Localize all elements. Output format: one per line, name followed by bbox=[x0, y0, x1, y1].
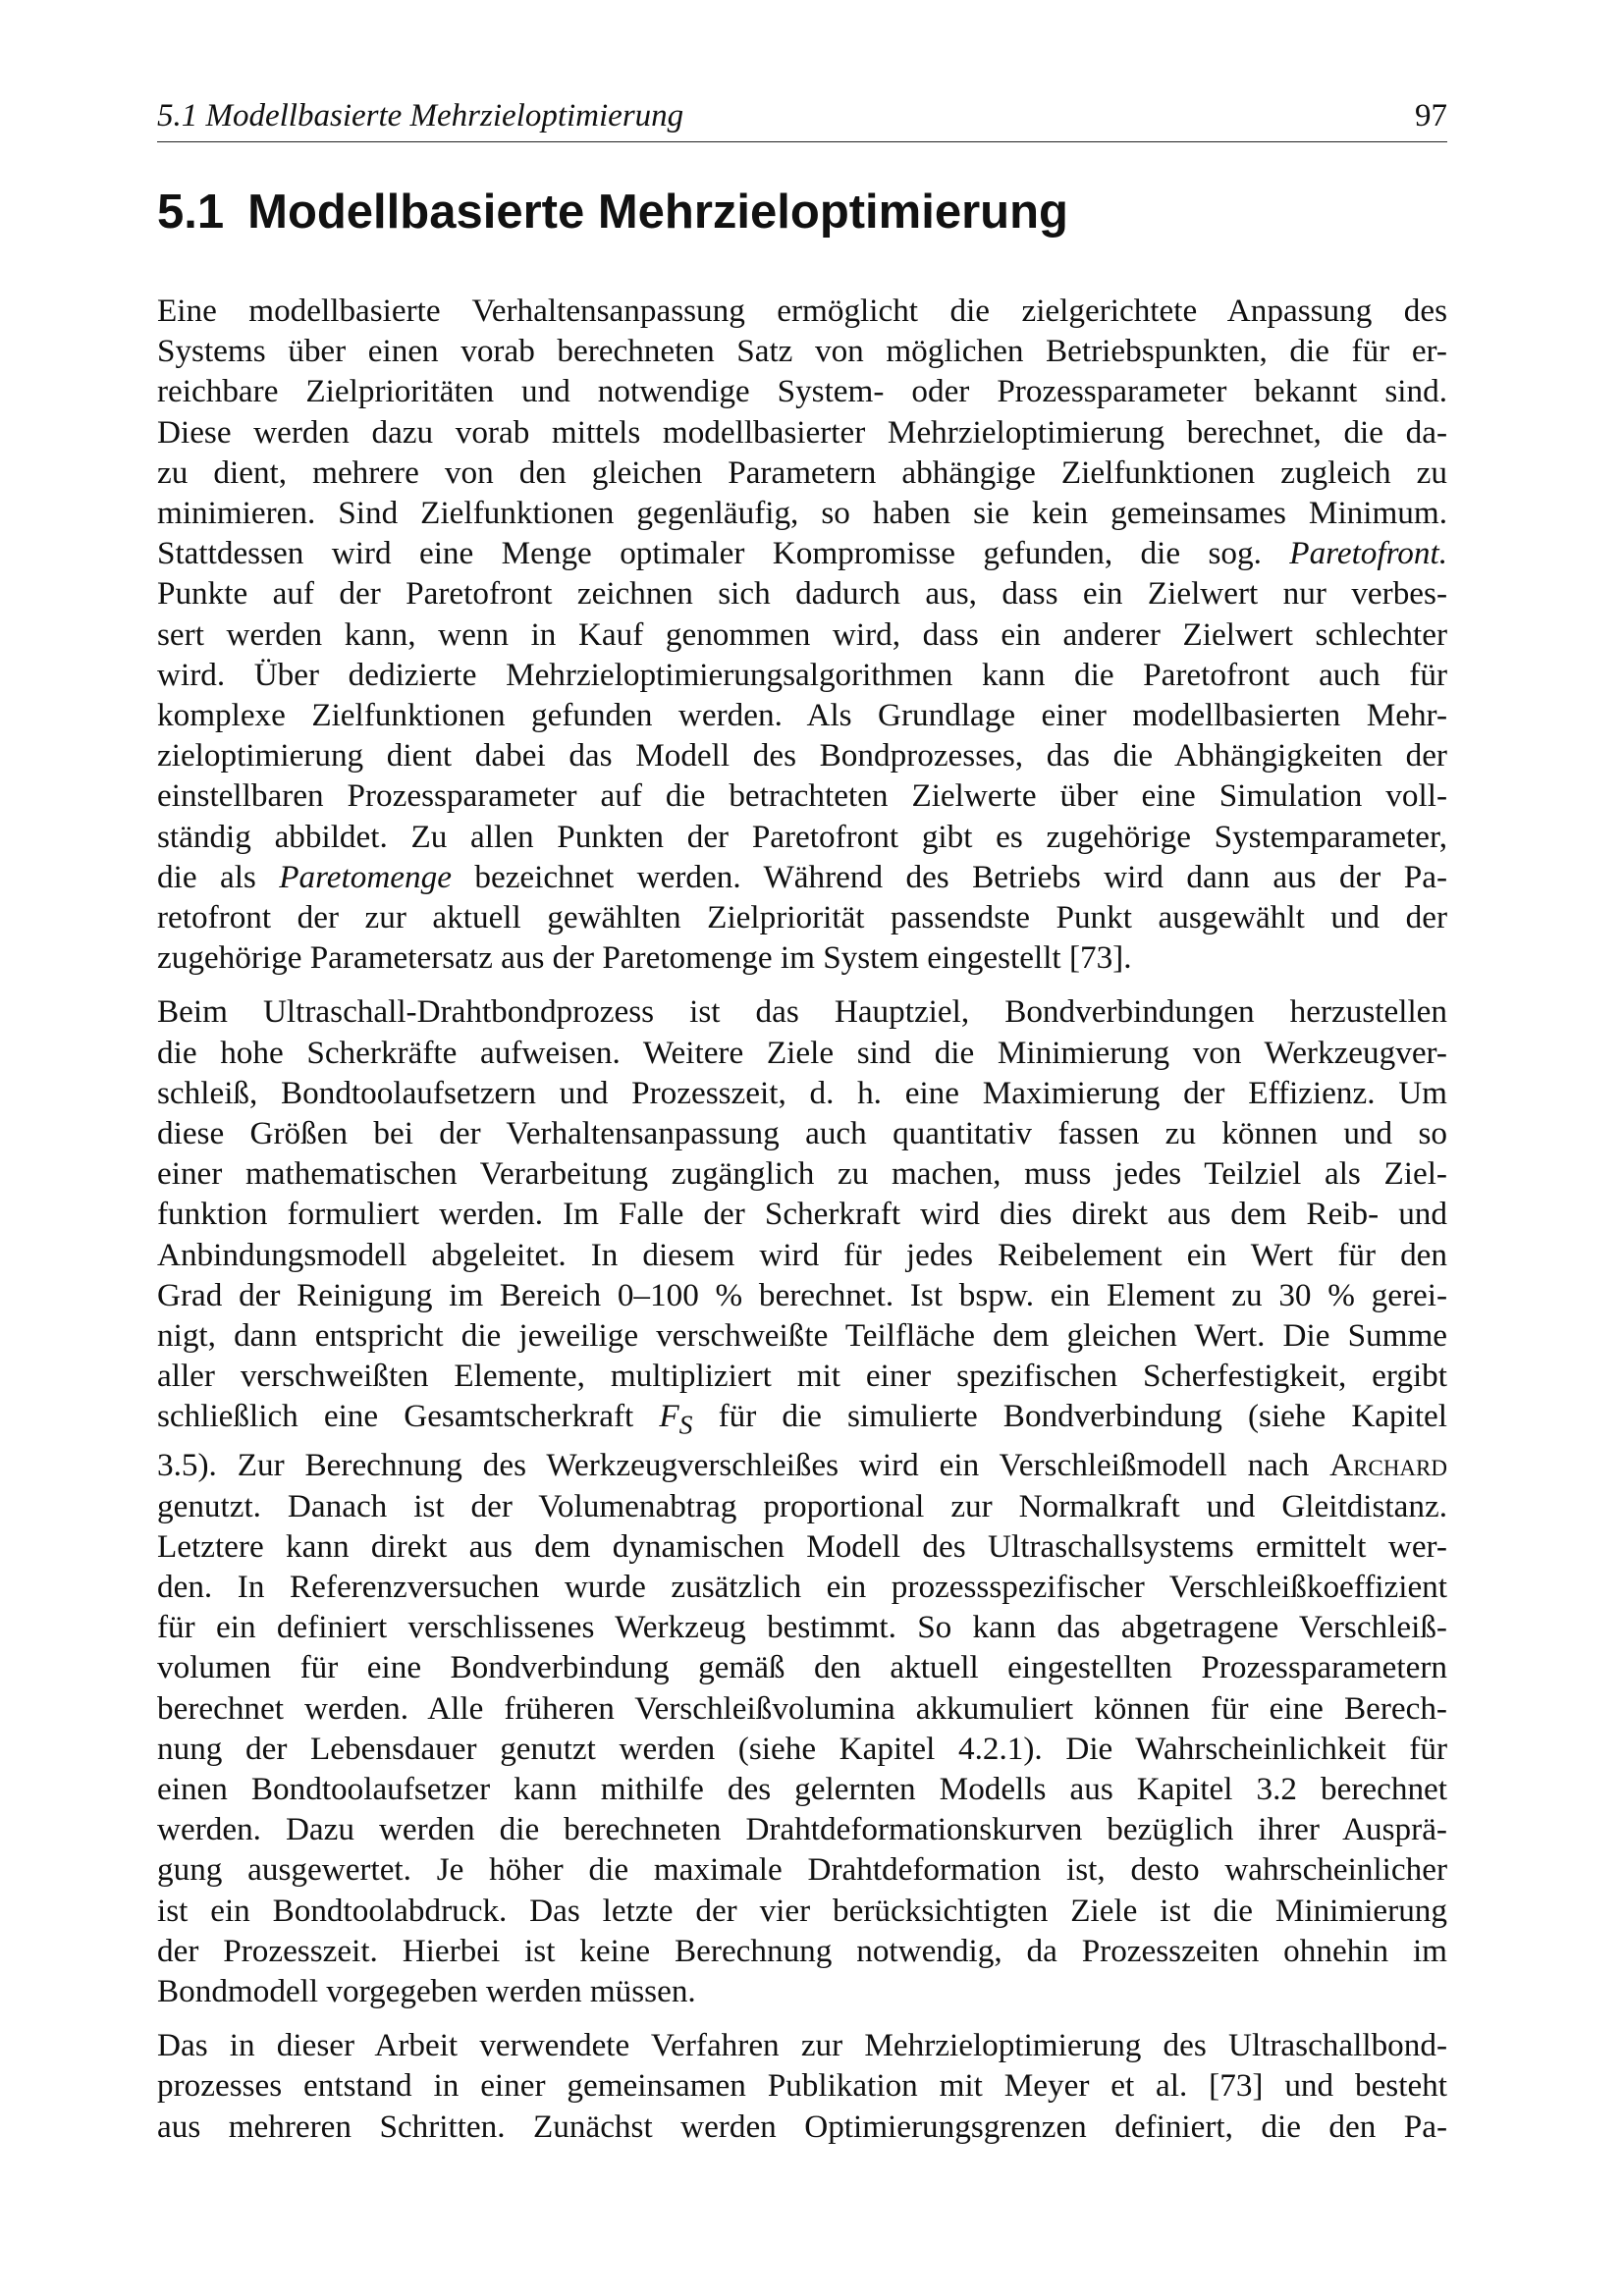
name-archard: Archard bbox=[1329, 1447, 1447, 1484]
text-line: Das in dieser Arbeit verwendete Verfahren zur Mehrzieloptimierung des Ultraschallbond- bbox=[157, 2027, 1447, 2064]
running-head-title: 5.1 Modellbasierte Mehrzieloptimierung bbox=[157, 98, 684, 133]
text-line: Diese werden dazu vorab mittels modellbasierter Mehrzieloptimierung berechnet, die da- bbox=[157, 413, 1447, 451]
section-heading bbox=[157, 183, 1447, 241]
text-line: funktion formuliert werden. Im Falle der Scherkraft wird dies direkt aus dem Reib- und bbox=[157, 1196, 1447, 1233]
text-line: Anbindungsmodell abgeleitet. In diesem wird für jedes Reibelement ein Wert für den bbox=[157, 1236, 1447, 1273]
text-line: sert werden kann, wenn in Kauf genommen wird, dass ein anderer Zielwert schlechter bbox=[157, 615, 1447, 653]
text-line: ständig abbildet. Zu allen Punkten der Paretofront gibt es zugehörige Systemparameter, bbox=[157, 818, 1447, 855]
text-line: nigt, dann entspricht die jeweilige verschweißte Teilfläche dem gleichen Wert. Die Summe bbox=[157, 1317, 1447, 1355]
text-line: diese Größen bei der Verhaltensanpassung auch quantitativ fassen zu können und so bbox=[157, 1115, 1447, 1152]
text-line: ist ein Bondtoolabdruck. Das letzte der vier berücksichtigten Ziele ist die Minimierung bbox=[157, 1892, 1447, 1929]
text-line: 3.5). Zur Berechnung des Werkzeugverschleißes wird ein Verschleißmodell nach Archard bbox=[157, 1447, 1447, 1484]
text-line: werden. Dazu werden die berechneten Drahtdeformationskurven bezüglich ihrer Ausprä- bbox=[157, 1811, 1447, 1848]
term-paretomenge: Paretomenge bbox=[279, 858, 452, 895]
text-line: minimieren. Sind Zielfunktionen gegenläufig, so haben sie kein gemeinsames Minimum. bbox=[157, 495, 1447, 532]
text-line: einstellbaren Prozessparameter auf die betrachteten Zielwerte über eine Simulation voll- bbox=[157, 777, 1447, 815]
section-number: 5.1 bbox=[157, 186, 225, 239]
text-line: komplexe Zielfunktionen gefunden werden. Als Grundlage einer modellbasierten Mehr- bbox=[157, 697, 1447, 734]
text-line: Stattdessen wird eine Menge optimaler Kompromisse gefunden, die sog. Paretofront. bbox=[157, 535, 1447, 572]
text-line: schließlich eine Gesamtscherkraft $F_S$ für die simulierte Bondverbindung (siehe Kapitel bbox=[157, 1398, 1447, 1441]
text-line: einen Bondtoolaufsetzer kann mithilfe des gelernten Modells aus Kapitel 3.2 berechnet bbox=[157, 1770, 1447, 1807]
running-head bbox=[157, 96, 1447, 142]
paragraph-3 bbox=[157, 2025, 1447, 2147]
text-line: gung ausgewertet. Je höher die maximale Drahtdeformation ist, desto wahrscheinlicher bbox=[157, 1851, 1447, 1889]
text-line: Systems über einen vorab berechneten Satz von möglichen Betriebspunkten, die für er- bbox=[157, 333, 1447, 370]
text-line: zieloptimierung dient dabei das Modell des Bondprozesses, das die Abhängigkeiten der bbox=[157, 737, 1447, 774]
text-line: die als Paretomenge bezeichnet werden. Während des Betriebs wird dann aus der Pa- bbox=[157, 858, 1447, 895]
text-line: genutzt. Danach ist der Volumenabtrag proportional zur Normalkraft und Gleitdistanz. bbox=[157, 1487, 1447, 1524]
text-line: schleiß, Bondtoolaufsetzern und Prozesszeit, d. h. eine Maximierung der Effizienz. Um bbox=[157, 1074, 1447, 1111]
text-line: aller verschweißten Elemente, multipliziert mit einer spezifischen Scherfestigkeit, ergibt bbox=[157, 1358, 1447, 1395]
paragraph-1 bbox=[157, 291, 1447, 978]
section-title: Modellbasierte Mehrzieloptimierung bbox=[247, 186, 1068, 239]
text-line: Eine modellbasierte Verhaltensanpassung ermöglicht die zielgerichtete Anpassung des bbox=[157, 293, 1447, 329]
text-line: wird. Über dedizierte Mehrzieloptimierungsalgorithmen kann die Paretofront auch für bbox=[157, 656, 1447, 693]
text-line: prozesses entstand in einer gemeinsamen Publikation mit Meyer et al. [73] und besteht bbox=[157, 2067, 1447, 2105]
body-text bbox=[157, 291, 1447, 2161]
text-line: der Prozesszeit. Hierbei ist keine Berechnung notwendig, da Prozesszeiten ohnehin im bbox=[157, 1932, 1447, 1969]
text-line: einer mathematischen Verarbeitung zugänglich zu machen, muss jedes Teilziel als Ziel- bbox=[157, 1155, 1447, 1193]
text-line: Letztere kann direkt aus dem dynamischen Modell des Ultraschallsystems ermittelt wer- bbox=[157, 1527, 1447, 1565]
text-line: zugehörige Parametersatz aus der Paretomenge im System eingestellt [73]. bbox=[157, 939, 1132, 977]
text-line: berechnet werden. Alle früheren Verschleißvolumina akkumuliert können für eine Berech- bbox=[157, 1689, 1447, 1727]
text-line: Bondmodell vorgegeben werden müssen. bbox=[157, 1972, 696, 2009]
text-line: aus mehreren Schritten. Zunächst werden Optimierungsgrenzen definiert, die den Pa- bbox=[157, 2108, 1447, 2145]
force-subscript: S bbox=[678, 1410, 693, 1441]
paragraph-2 bbox=[157, 991, 1447, 2011]
text-line: Beim Ultraschall-Drahtbondprozess ist das Hauptziel, Bondverbindungen herzustellen bbox=[157, 993, 1447, 1031]
text-line: nung der Lebensdauer genutzt werden (siehe Kapitel 4.2.1). Die Wahrscheinlichkeit für bbox=[157, 1730, 1447, 1767]
term-paretofront: Paretofront. bbox=[1289, 535, 1447, 572]
page-number: 97 bbox=[1415, 98, 1447, 133]
text-line: Grad der Reinigung im Bereich 0–100 % berechnet. Ist bspw. ein Element zu 30 % gerei- bbox=[157, 1276, 1447, 1313]
text-line: zu dient, mehrere von den gleichen Parametern abhängige Zielfunktionen zugleich zu bbox=[157, 454, 1447, 491]
text-line: die hohe Scherkräfte aufweisen. Weitere Ziele sind die Minimierung von Werkzeugver- bbox=[157, 1034, 1447, 1071]
text-line: volumen für eine Bondverbindung gemäß den aktuell eingestellten Prozessparametern bbox=[157, 1649, 1447, 1686]
force-symbol: F bbox=[659, 1398, 679, 1435]
text-line: retofront der zur aktuell gewählten Zielpriorität passendste Punkt ausgewählt und der bbox=[157, 899, 1447, 936]
text-line: reichbare Zielprioritäten und notwendige System- oder Prozessparameter bekannt sind. bbox=[157, 373, 1447, 410]
text-line: Punkte auf der Paretofront zeichnen sich dadurch aus, dass ein Zielwert nur verbes- bbox=[157, 575, 1447, 613]
text-line: den. In Referenzversuchen wurde zusätzlich ein prozessspezifischer Verschleißkoeffizient bbox=[157, 1568, 1447, 1605]
text-line: für ein definiert verschlissenes Werkzeug bestimmt. So kann das abgetragene Verschleiß- bbox=[157, 1609, 1447, 1646]
